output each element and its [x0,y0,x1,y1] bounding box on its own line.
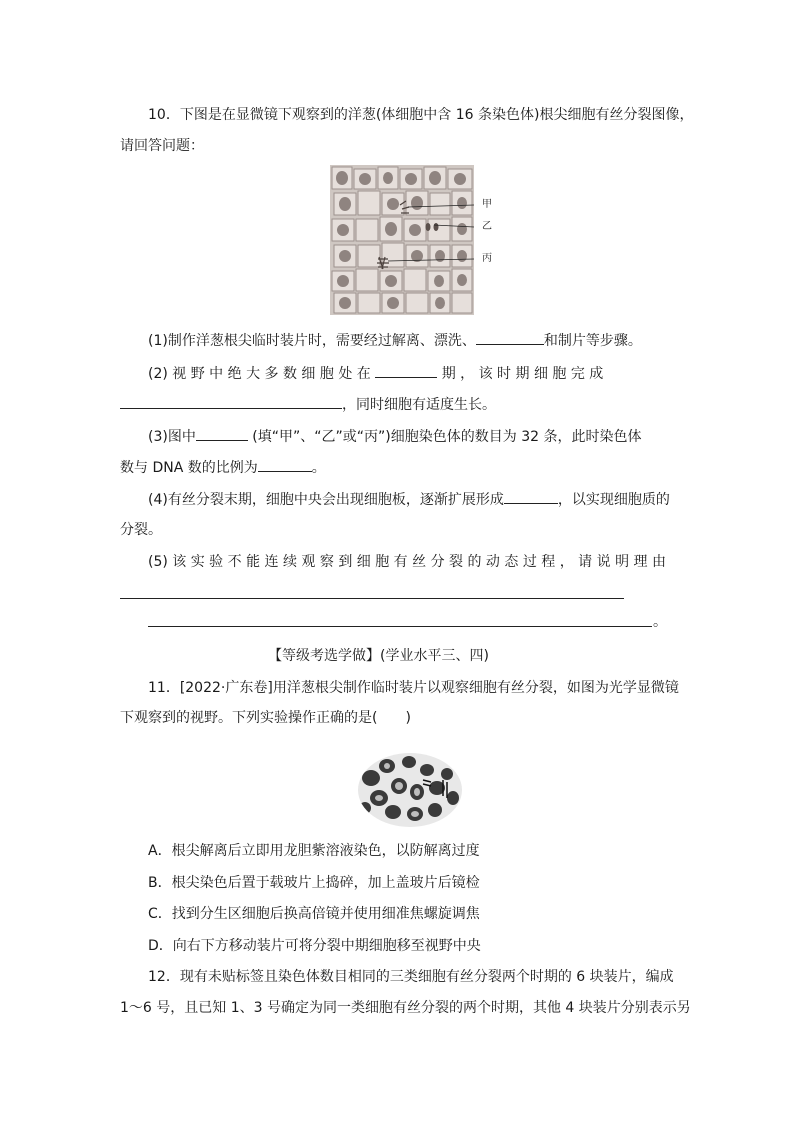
q10-part3-text-b: (填“甲”、“乙”或“丙”)细胞染色体的数目为 32 条，此时染色体 [252,429,642,445]
q12-stem-line1: 12．现有未贴标签且染色体数目相同的三类细胞有丝分裂两个时期的 6 块装片，编成 [148,969,674,985]
q10-part3-blank1[interactable] [196,426,248,441]
q10-part2-cont [120,394,496,415]
q10-part3 [148,426,641,447]
q10-part3-cont [120,457,326,478]
q10-part2-blank2[interactable] [120,394,342,409]
q11-stem-line2: 下观察到的视野。下列实验操作正确的是( ) [120,710,411,726]
micrograph-cells [330,165,474,315]
q10-part1 [148,330,642,351]
q10-part2-text-a: (2) 视 野 中 绝 大 多 数 细 胞 处 在 [148,366,371,382]
q10-part2-text-b: 期 ， 该 时 期 细 胞 完 成 [441,366,604,382]
q10-part4-text-a: (4)有丝分裂末期，细胞中央会出现细胞板，逐渐扩展形成 [148,492,504,508]
q11-option-c[interactable]: C．找到分生区细胞后换高倍镜并使用细准焦螺旋调焦 [148,906,480,922]
field-of-view-cells [357,752,463,828]
q10-part3-text-a: (3)图中 [148,429,196,445]
q11-option-b[interactable]: B．根尖染色后置于载玻片上捣碎，加上盖玻片后镜检 [148,875,480,891]
q10-part2-text-c: ，同时细胞有适度生长。 [342,397,496,413]
q10-part1-blank[interactable] [476,330,544,345]
q12-stem-line2: 1～6 号，且已知 1、3 号确定为同一类细胞有丝分裂的两个时期，其他 4 块装片分别表示另 [120,1000,691,1016]
q10-part4-cont: 分裂。 [120,522,162,538]
q10-part3-text-d: 。 [311,460,326,476]
q10-part5-answer-line2[interactable] [148,626,652,627]
q11-stem-line1: 11．[2022·广东卷]用洋葱根尖制作临时装片以观察细胞有丝分裂，如图为光学显微镜 [148,680,679,696]
label-jia: 甲 [482,199,492,210]
q10-part5: (5) 该 实 验 不 能 连 续 观 察 到 细 胞 有 丝 分 裂 的 动 态 过 程 ， 请 说 明 理 由 [148,554,666,570]
label-bing: 丙 [482,253,492,264]
microscope-field-of-view [357,752,463,828]
q11-option-d[interactable]: D．向右下方移动装片可将分裂中期细胞移至视野中央 [148,938,481,954]
q10-part2 [148,363,603,384]
q11-option-a[interactable]: A．根尖解离后立即用龙胆紫溶液染色，以防解离过度 [148,843,480,859]
q10-stem-line2: 请回答问题： [120,138,204,154]
q10-part1-text-a: (1)制作洋葱根尖临时装片时，需要经过解离、漂洗、 [148,333,476,349]
q10-stem-line1: 10．下图是在显微镜下观察到的洋葱(体细胞中含 16 条染色体)根尖细胞有丝分裂图像， [148,107,694,123]
q10-part2-blank1[interactable] [375,363,437,378]
onion-root-tip-micrograph [330,165,474,315]
q10-part1-text-b: 和制片等步骤。 [543,333,642,349]
label-yi: 乙 [482,221,492,232]
q10-part5-end: 。 [653,614,667,630]
q10-part5-answer-line1[interactable] [120,598,624,599]
q10-part4 [148,489,670,510]
q10-part3-blank2[interactable] [258,457,312,472]
q10-part4-text-b: ，以实现细胞质的 [557,492,670,508]
q10-part4-blank[interactable] [504,489,558,504]
section-heading: 【等级考选学做】(学业水平三、四) [268,648,489,664]
q10-part3-text-c: 数与 DNA 数的比例为 [120,460,258,476]
